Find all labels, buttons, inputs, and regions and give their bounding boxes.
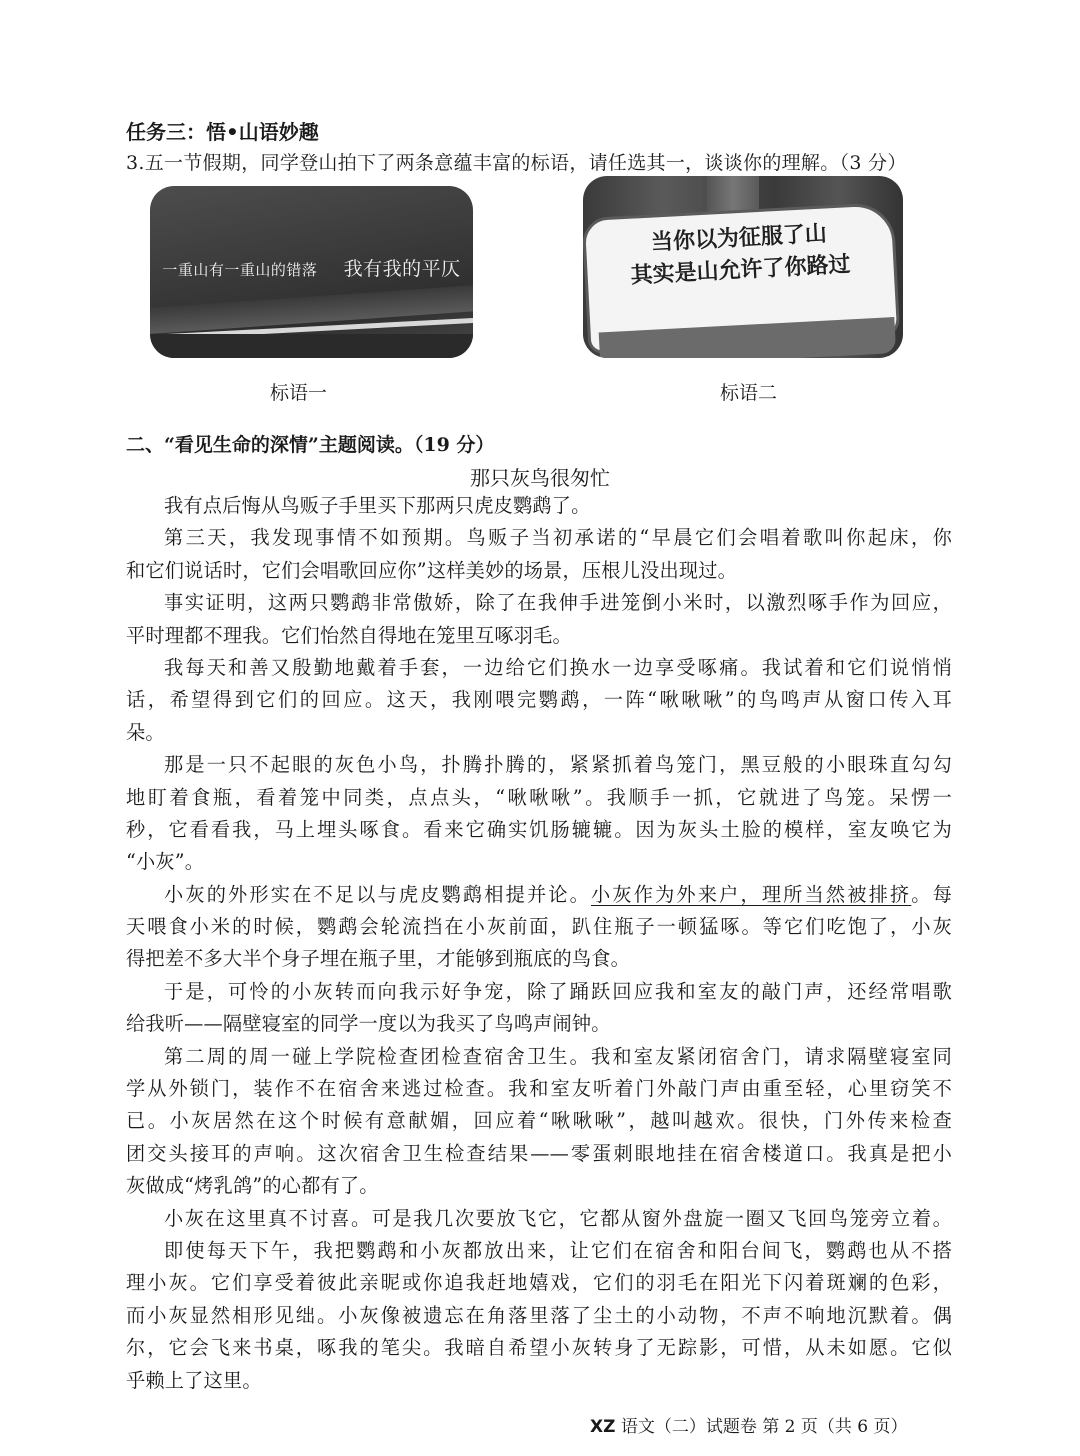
text-line: 地盯着食瓶，看着笼中同类，点点头，“啾啾啾”。我顺手一抓，它就进了鸟笼。呆愣一 [126, 785, 952, 809]
text-segment: 小灰的外形实在不足以与虎皮鹦鹉相提并论。 [164, 882, 592, 906]
text-line: 已。小灰居然在这个时候有意献媚，回应着“啾啾啾”，越叫越欢。很快，门外传来检查 [126, 1109, 952, 1133]
text-line: 灰做成“烤乳鸽”的心都有了。 [126, 1174, 379, 1198]
text-line [126, 879, 952, 911]
text-line: 朵。 [126, 720, 165, 744]
ground [150, 334, 473, 358]
caption-slogan-2: 标语二 [720, 382, 778, 404]
text-line: 平时理都不理我。它们怡然自得地在笼里互啄羽毛。 [126, 623, 572, 647]
paper-label: 语文（二）试题卷 [620, 1417, 757, 1437]
text-line: 天喂食小米的时候，鹦鹉会轮流挡在小灰前面，趴住瓶子一顿猛啄。等它们吃饱了，小灰 [126, 915, 952, 939]
text-line: 和它们说话时，它们会唱歌回应你”这样美妙的场景，压根儿没出现过。 [126, 558, 738, 582]
paper-code: XZ [590, 1417, 616, 1437]
caption-slogan-1: 标语一 [270, 382, 328, 404]
sign-board [583, 202, 900, 354]
slogan-1-part-1: 一重山有一重山的错落 [162, 261, 318, 279]
text-line: “小灰”。 [126, 850, 205, 874]
text-line: 第三天，我发现事情不如预期。鸟贩子当初承诺的“早晨它们会唱着歌叫你起床，你 [164, 526, 952, 550]
text-segment: 。每 [911, 882, 953, 906]
text-line: 团交头接耳的声响。这次宿舍卫生检查结果——零蛋刺眼地挂在宿舍楼道口。我真是把小 [126, 1141, 952, 1165]
text-line: 给我听——隔壁寝室的同学一度以为我买了鸟鸣声闹钟。 [126, 1012, 611, 1036]
text-line: 话，希望得到它们的回应。这天，我刚喂完鹦鹉，一阵“啾啾啾”的鸟鸣声从窗口传入耳 [126, 688, 952, 712]
slogan-photo-2 [583, 176, 903, 358]
text-line: 理小灰。它们享受着彼此亲昵或你追我赶地嬉戏，它们的羽毛在阳光下闪着斑斓的色彩， [126, 1271, 952, 1295]
text-line: 小灰在这里真不讨喜。可是我几次要放飞它，它都从窗外盘旋一圈又飞回鸟笼旁立着。 [164, 1206, 952, 1230]
text-line: 秒，它看看我，马上埋头啄食。看来它确实饥肠辘辘。因为灰头土脸的模样，室友唤它为 [126, 817, 952, 841]
text-line: 那是一只不起眼的灰色小鸟，扑腾扑腾的，紧紧抓着鸟笼门，黑豆般的小眼珠直勾勾 [164, 753, 952, 777]
text-line: 于是，可怜的小灰转而向我示好争宠，除了踊跃回应我和室友的敲门声，还经常唱歌 [164, 979, 952, 1003]
slogan-photo-1 [150, 186, 473, 358]
article-title: 那只灰鸟很匆忙 [470, 466, 610, 490]
question-3: 3.五一节假期，同学登山拍下了两条意蕴丰富的标语，请任选其一，谈谈你的理解。（3 分） [126, 152, 907, 174]
task-heading: 任务三：悟•山语妙趣 [126, 120, 319, 144]
article-body [126, 490, 952, 1397]
slogan-1-part-2: 我有我的平仄 [343, 258, 461, 280]
section-heading: 二、“看见生命的深情”主题阅读。（19 分） [126, 434, 495, 456]
text-line: 第二周的周一碰上学院检查团检查宿舍卫生。我和室友紧闭宿舍门，请求隔壁寝室同 [164, 1044, 952, 1068]
slogan-2-line-2: 其实是山允许了你路过 [630, 252, 852, 289]
underlined-sentence: 小灰作为外来户，理所当然被排挤 [591, 882, 912, 906]
text-line: 乎赖上了这里。 [126, 1368, 262, 1392]
text-line: 得把差不多大半个身子埋在瓶子里，才能够到瓶底的鸟食。 [126, 947, 631, 971]
page-footer [590, 1412, 908, 1437]
text-line: 即使每天下午，我把鹦鹉和小灰都放出来，让它们在宿舍和阳台间飞，鹦鹉也从不搭 [164, 1238, 952, 1262]
text-line: 学从外锁门，装作不在宿舍来逃过检查。我和室友听着门外敲门声由重至轻，心里窃笑不 [126, 1077, 952, 1101]
text-line: 我每天和善又殷勤地戴着手套，一边给它们换水一边享受啄痛。我试着和它们说悄悄 [164, 655, 952, 679]
text-line: 尔，它会飞来书桌，啄我的笔尖。我暗自希望小灰转身了无踪影，可惜，从未如愿。它似 [126, 1336, 952, 1360]
text-line: 我有点后悔从鸟贩子手里买下那两只虎皮鹦鹉了。 [164, 494, 591, 517]
page-number: 第 2 页（共 6 页） [762, 1417, 908, 1437]
slogan-2-line-1: 当你以为征服了山 [650, 221, 828, 256]
text-line: 而小灰显然相形见绌。小灰像被遗忘在角落里落了尘土的小动物，不声不响地沉默着。偶 [126, 1303, 952, 1327]
sign-bottom-band [599, 317, 896, 358]
slogan-1-text [150, 254, 473, 281]
text-line: 事实证明，这两只鹦鹉非常傲娇，除了在我伸手进笼倒小米时，以激烈啄手作为回应， [164, 591, 952, 615]
